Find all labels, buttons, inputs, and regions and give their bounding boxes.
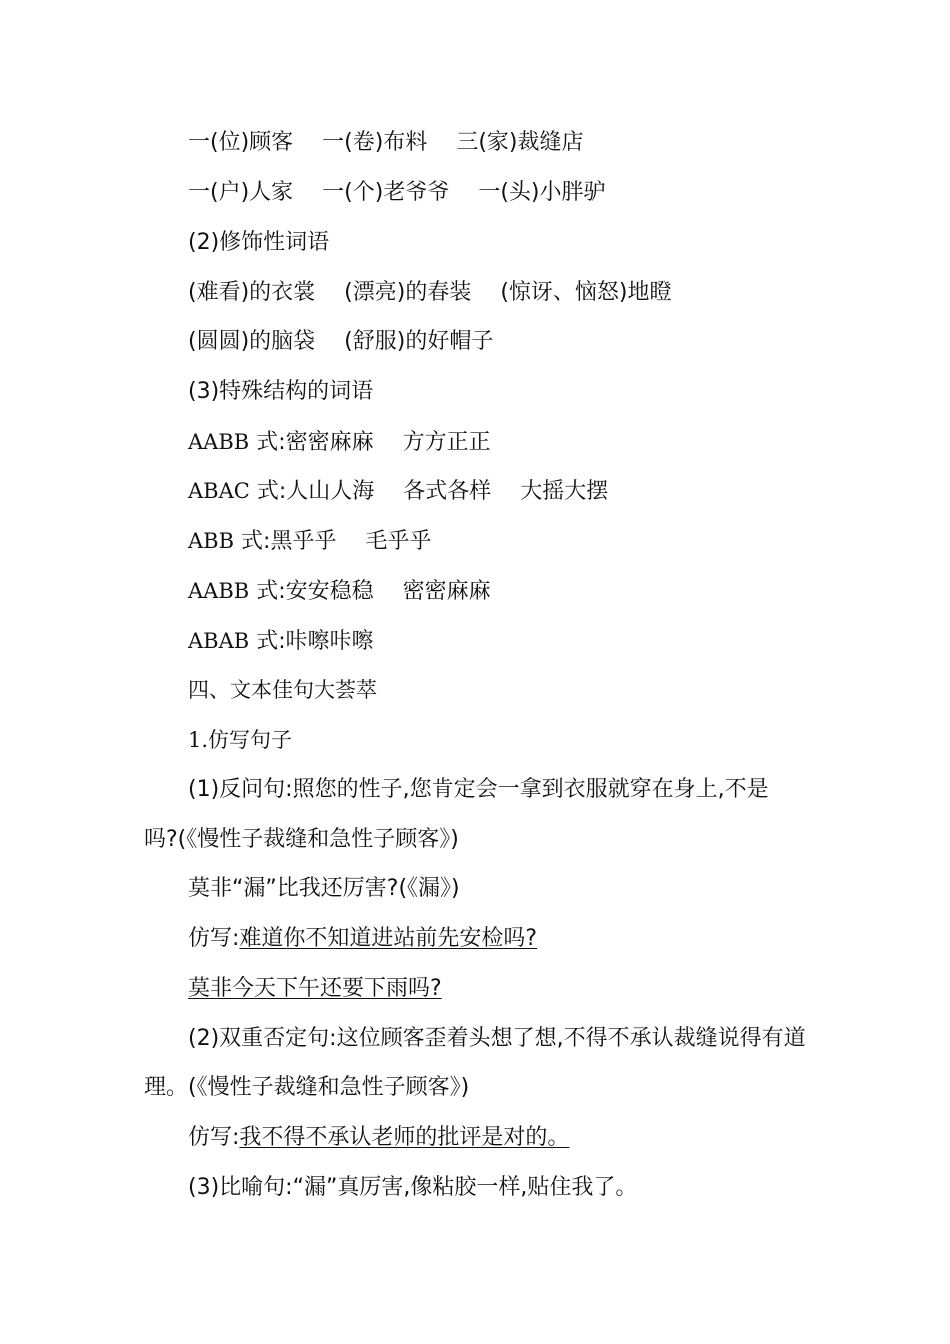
vocab-word: 咔嚓咔嚓: [285, 629, 374, 654]
vocab-word: 一(头)小胖驴: [478, 180, 606, 205]
pattern-label: AABB: [188, 430, 250, 454]
question-1-answer-line: [188, 925, 537, 953]
vocab-word: (漂亮)的春装: [344, 280, 472, 305]
answer-label: 仿写:: [188, 926, 240, 951]
vocab-word: 一(个)老爷爷: [322, 180, 450, 205]
vocab-line-modifiers-2: [188, 328, 493, 356]
answer-text: 难道你不知道进站前先安检吗?: [239, 926, 538, 951]
pattern-line: [188, 527, 431, 556]
pattern-line: [188, 577, 491, 606]
question-1-line-2: 吗?(《慢性子裁缝和急性子顾客》): [144, 827, 459, 852]
vocab-word: 一(户)人家: [188, 180, 294, 205]
pattern-label: AABB: [188, 579, 250, 603]
question-1-line-1: (1)反问句:照您的性子,您肯定会一拿到衣服就穿在身上,不是: [188, 777, 769, 802]
pattern-line: [188, 477, 608, 506]
pattern-line: [188, 428, 491, 457]
pattern-line: [188, 627, 374, 656]
question-1-example: 莫非“漏”比我还厉害?(《漏》): [188, 876, 460, 901]
pattern-suffix: 式:: [256, 430, 286, 455]
pattern-label: ABB: [188, 529, 235, 553]
pattern-suffix: 式:: [256, 629, 286, 654]
sub-heading-imitate: 1.仿写句子: [188, 728, 293, 752]
section-heading-special: (3)特殊结构的词语: [188, 379, 374, 404]
vocab-word: 各式各样: [403, 479, 492, 504]
question-2-line-2: 理。(《慢性子裁缝和急性子顾客》): [144, 1075, 470, 1100]
vocab-word: 安安稳稳: [285, 579, 374, 604]
pattern-label: ABAB: [188, 629, 250, 653]
vocab-word: 黑乎乎: [270, 529, 337, 554]
vocab-word: 密密麻麻: [402, 579, 491, 604]
pattern-suffix: 式:: [256, 579, 286, 604]
question-3-line-1: (3)比喻句:“漏”真厉害,像粘胶一样,贴住我了。: [188, 1175, 638, 1200]
vocab-line-modifiers-1: [188, 279, 672, 307]
vocab-word: 一(卷)布料: [322, 130, 428, 155]
answer-text: 我不得不承认老师的批评是对的。: [239, 1125, 570, 1150]
vocab-line-quantifiers-2: [188, 179, 606, 207]
question-2-line-1: (2)双重否定句:这位顾客歪着头想了想,不得不承认裁缝说得有道: [188, 1026, 806, 1051]
vocab-word: 方方正正: [402, 430, 491, 455]
pattern-suffix: 式:: [256, 479, 287, 504]
vocab-word: (舒服)的好帽子: [344, 329, 494, 354]
vocab-line-quantifiers-1: [188, 129, 584, 157]
vocab-word: (圆圆)的脑袋: [188, 329, 316, 354]
pattern-label: ABAC: [188, 479, 250, 503]
vocab-word: 人山人海: [286, 479, 375, 504]
vocab-word: (惊讶、恼怒)地瞪: [500, 280, 672, 305]
vocab-word: (难看)的衣裳: [188, 280, 316, 305]
vocab-word: 一(位)顾客: [188, 130, 294, 155]
vocab-word: 三(家)裁缝店: [456, 130, 584, 155]
section-heading-four: 四、文本佳句大荟萃: [188, 678, 377, 702]
question-2-answer-line: [188, 1124, 569, 1152]
vocab-word: 密密麻麻: [285, 430, 374, 455]
question-1-answer-2: [188, 975, 442, 1003]
vocab-word: 毛乎乎: [365, 529, 432, 554]
pattern-suffix: 式:: [241, 529, 271, 554]
answer-label: 仿写:: [188, 1125, 240, 1150]
section-heading-modifiers: (2)修饰性词语: [188, 230, 330, 255]
answer-text: 莫非今天下午还要下雨吗?: [188, 976, 442, 1001]
vocab-word: 大摇大摆: [520, 479, 609, 504]
